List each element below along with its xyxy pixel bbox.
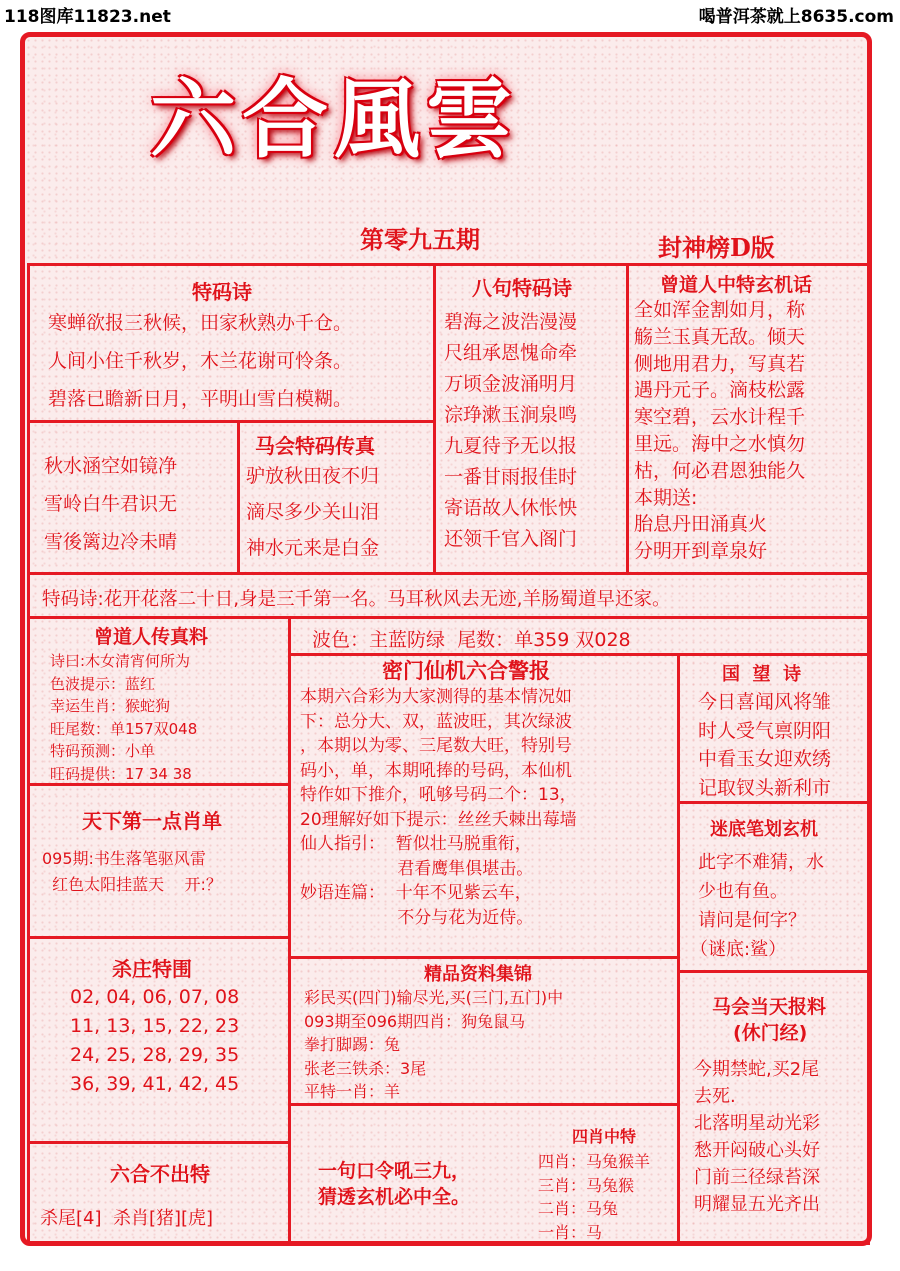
mimen-line: 码小，单，本期吼捧的号码，本仙机 — [300, 760, 572, 781]
poem1-title: 特码诗 — [192, 280, 252, 304]
top-bar — [0, 0, 900, 27]
issue-number: 第零九五期 — [360, 225, 480, 254]
mimen-line: 下：总分大、双，蓝波旺，其次绿波 — [300, 711, 572, 732]
poem1-line: 寒蝉欲报三秋候，田家秋熟办千仓。 — [48, 312, 353, 334]
mahui-report-line: 去死. — [694, 1086, 736, 1107]
jingpin-line: 张老三铁杀：3尾 — [304, 1058, 427, 1078]
eight-line: 碧海之波浩漫漫 — [444, 311, 578, 333]
shazhuang-line: 02, 04, 06, 07, 08 — [70, 986, 240, 1008]
mahui-poem-line: 驴放秋田夜不归 — [246, 465, 380, 487]
mimen-line: 不分与花为近侍。 — [300, 907, 534, 928]
zeng-xuanji-title: 曾道人中特玄机话 — [660, 274, 813, 296]
shazhuang-lines — [70, 983, 239, 1099]
eight-line: 一番甘雨报佳时 — [444, 466, 578, 488]
mimen-line: 仙人指引： 暂似壮马脱重衔， — [300, 834, 532, 854]
mimen-lines — [300, 685, 577, 930]
page-title: 六合風雲 — [150, 69, 518, 170]
site-left-link[interactable]: 118图库11823.net — [4, 7, 171, 27]
zeng-fax-title: 曾道人传真料 — [94, 626, 209, 648]
shazhuang-line: 11, 13, 15, 22, 23 — [70, 1015, 240, 1037]
mahui-report-line: 门前三径绿苔深 — [694, 1167, 820, 1188]
slogan-line: 猜透玄机必中全。 — [318, 1186, 471, 1208]
buchu-title: 六合不出特 — [110, 1162, 210, 1186]
zeng-xuanji-line: 觞兰玉真无敌。倾天 — [634, 325, 806, 348]
shazhuang-title: 杀庄特围 — [112, 957, 192, 981]
tianxia-lines — [42, 846, 222, 898]
eight-line: 还领千官入阁门 — [444, 528, 578, 550]
mimen-title: 密门仙机六合警报 — [382, 659, 550, 683]
jingpin-lines — [304, 986, 563, 1104]
sixiao-line: 三肖：马兔猴 — [538, 1175, 635, 1195]
zeng-fax-line: 旺尾数：单157双048 — [50, 719, 198, 738]
slogan-lines — [318, 1158, 470, 1210]
mahui-poem-line: 滴尽多少关山泪 — [246, 501, 380, 523]
mimen-line: 君看鹰隼俱堪击。 — [300, 858, 534, 879]
guowang-line: 时人受气禀阴阳 — [698, 719, 832, 742]
slogan-line: 一句口令吼三九， — [318, 1160, 471, 1182]
eight-line: 尺组承恩愧命牵 — [444, 342, 578, 364]
edition-label: 封神榜D版 — [658, 233, 775, 262]
poem2-line: 秋水涵空如镜净 — [44, 455, 178, 477]
zeng-fax-line: 特码预测：小单 — [50, 742, 156, 760]
sixiao-line: 一肖：马 — [538, 1222, 603, 1242]
midi-line: 少也有鱼。 — [698, 881, 788, 902]
zeng-fax-line: 旺码提供：17 34 38 — [50, 764, 192, 783]
mahui-report-line: 北落明星动光彩 — [694, 1113, 820, 1134]
zeng-fax-line: 幸运生肖：猴蛇狗 — [50, 697, 171, 715]
midi-title: 迷底笔划玄机 — [710, 819, 818, 840]
sixiao-line: 二肖：马兔 — [538, 1199, 619, 1218]
jingpin-title: 精品资料集锦 — [424, 964, 532, 985]
poem2-line: 雪後篱边冷未晴 — [44, 531, 178, 553]
poem2-lines — [44, 447, 177, 561]
zeng-xuanji-line: 胎息丹田涌真火 — [634, 513, 768, 536]
eight-lines-body — [444, 307, 577, 555]
zeng-xuanji-line: 分明开到章泉好 — [634, 540, 768, 563]
guowang-line: 记取钗头新利市 — [698, 776, 832, 799]
eight-line: 九夏待予无以报 — [444, 435, 578, 457]
guowang-lines — [698, 688, 831, 802]
mimen-line: ，本期以为零、三尾数大旺，特别号 — [300, 736, 572, 756]
mahui-report-subtitle: (休门经) — [733, 1022, 808, 1044]
midi-lines — [690, 848, 824, 964]
mimen-line: 20理解好如下提示：丝丝夭棘出莓墙 — [300, 809, 577, 830]
mahui-poem-lines — [246, 458, 379, 566]
midi-line: 此字不难猜，水 — [698, 852, 824, 873]
mahui-report-lines — [694, 1056, 820, 1218]
jingpin-line: 彩民买(四门)输尽光,买(三门,五门)中 — [304, 988, 564, 1007]
zeng-xuanji-line: 遇丹元子。滴枝松露 — [634, 379, 806, 402]
mahui-poem-title: 马会特码传真 — [255, 434, 375, 458]
zeng-xuanji-line: 本期送: — [634, 486, 698, 509]
zeng-xuanji-line: 侧地用君力，写真若 — [634, 352, 806, 375]
guowang-line: 今日喜闻风将雏 — [698, 691, 832, 713]
jingpin-line: 093期至096期四肖：狗兔鼠马 — [304, 1011, 526, 1031]
shazhuang-line: 36, 39, 41, 42, 45 — [70, 1073, 240, 1095]
sixiao-title: 四肖中特 — [572, 1127, 637, 1146]
mimen-line: 妙语连篇： 十年不见紫云车， — [300, 883, 532, 903]
tianxia-line: 095期:书生落笔驱风雷 — [42, 849, 206, 868]
zeng-fax-line: 诗曰:木女清宵何所为 — [50, 652, 191, 670]
midi-line: （谜底:鲨） — [690, 939, 787, 960]
eight-line: 万顷金波涌明月 — [444, 373, 578, 395]
zeng-xuanji-line: 里远。海中之水慎勿 — [634, 432, 806, 455]
zeng-xuanji-line: 全如浑金割如月，称 — [634, 299, 806, 321]
sixiao-line: 四肖：马兔猴羊 — [538, 1152, 651, 1171]
eight-lines-title: 八句特码诗 — [472, 276, 572, 300]
shazhuang-line: 24, 25, 28, 29, 35 — [70, 1044, 240, 1066]
jingpin-line: 平特一肖：羊 — [304, 1082, 401, 1101]
mahui-report-line: 愁开闷破心头好 — [694, 1140, 820, 1161]
eight-line: 淙琤漱玉涧泉鸣 — [444, 404, 578, 426]
poem1-lines — [48, 304, 352, 418]
tianxia-line: 红色太阳挂蓝天 开:？ — [42, 875, 222, 894]
midi-line: 请问是何字？ — [698, 910, 806, 931]
zeng-xuanji-line: 寒空碧，云水计程千 — [634, 406, 806, 429]
zeng-fax-lines — [50, 650, 197, 785]
tianxia-title: 天下第一点肖单 — [82, 809, 222, 833]
zeng-xuanji-line: 枯，何必君恩独能久 — [634, 459, 806, 482]
mahui-report-title: 马会当天报料 — [712, 996, 827, 1018]
tema-line: 特码诗:花开花落二十日,身是三千第一名。马耳秋风去无迹,羊肠蜀道早还家。 — [42, 589, 671, 610]
sixiao-lines — [538, 1150, 650, 1244]
mahui-poem-line: 神水元来是白金 — [246, 537, 380, 559]
poem1-line: 碧落已瞻新日月，平明山雪白模糊。 — [48, 388, 353, 410]
jingpin-line: 拳打脚踢：兔 — [304, 1035, 401, 1054]
mimen-line: 本期六合彩为大家测得的基本情况如 — [300, 687, 572, 707]
eight-line: 寄语故人休怅怏 — [444, 497, 578, 519]
site-right-link[interactable]: 喝普洱茶就上8635.com — [698, 7, 894, 27]
poem2-line: 雪岭白牛君识无 — [44, 493, 178, 515]
zeng-fax-line: 色波提示：蓝红 — [50, 674, 156, 693]
mimen-line: 特作如下推介，吼够号码二个：13， — [300, 785, 577, 805]
poem1-line: 人间小住千秋岁，木兰花谢可怜条。 — [48, 350, 353, 372]
guowang-title: 国 望 诗 — [722, 664, 802, 685]
zeng-xuanji-lines — [634, 297, 805, 565]
buchu-line: 杀尾[4] 杀肖[猪][虎] — [40, 1208, 214, 1229]
guowang-line: 中看玉女迎欢绣 — [698, 748, 832, 770]
mahui-report-line: 明耀显五光齐出 — [694, 1194, 820, 1215]
wave-line: 波色：主蓝防绿 尾数：单359 双028 — [312, 629, 631, 651]
mahui-report-line: 今期禁蛇,买2尾 — [694, 1059, 820, 1080]
